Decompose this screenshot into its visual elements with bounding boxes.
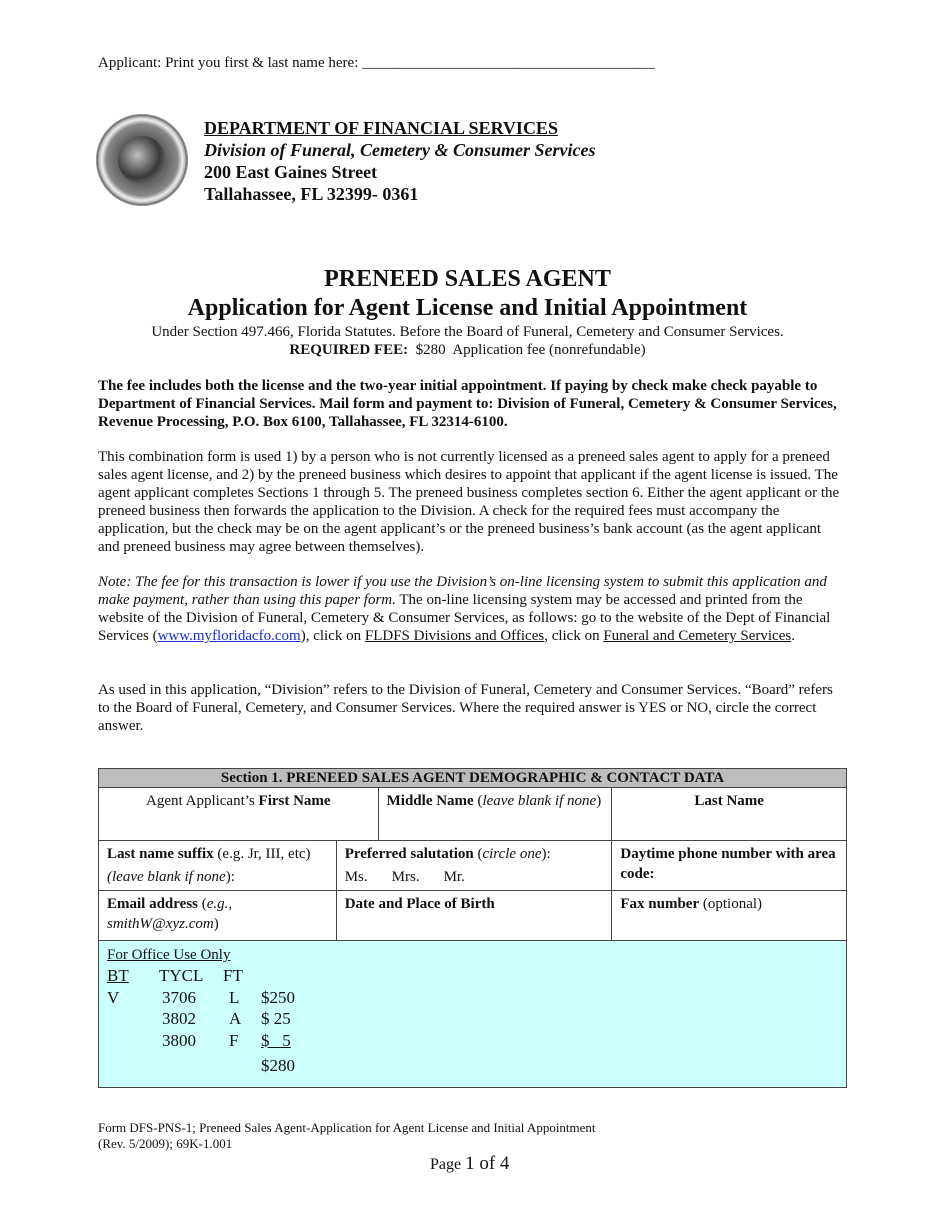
form-subtitle: Application for Agent License and Initial Appointment — [187, 295, 748, 321]
office-amount: $ 5 — [261, 1030, 291, 1050]
suffix-label: Last name suffix — [107, 846, 214, 862]
page-prefix: Page — [430, 1156, 466, 1173]
salutation-paren: ( — [473, 846, 483, 862]
email-paren: ) — [213, 916, 219, 932]
online-note-italic: Note: The fee for this transaction is lower if you use the Division’s on-line licensing system to submit this application and make payment, rather than using this paper form. — [98, 574, 827, 608]
fax-optional: (optional) — [699, 896, 763, 912]
middle-name-field[interactable] — [378, 788, 612, 841]
office-ft: L — [229, 987, 240, 1007]
office-use-grid — [107, 965, 838, 1077]
office-use-row — [107, 987, 838, 1009]
middle-name-hint: leave blank if none — [482, 793, 597, 809]
office-bt: V — [107, 987, 120, 1007]
section1-heading: Section 1. PRENEED SALES AGENT DEMOGRAPHIC & CONTACT DATA — [99, 769, 847, 788]
office-bt — [107, 1030, 159, 1052]
form-revision: (Rev. 5/2009); 69K-1.001 — [98, 1136, 233, 1151]
birth-label: Date and Place of Birth — [344, 896, 495, 912]
section1-table — [98, 768, 847, 1088]
email-field[interactable] — [99, 891, 337, 941]
divisions-offices-link[interactable]: FLDFS Divisions and Offices — [364, 628, 545, 644]
office-ft: A — [229, 1009, 242, 1028]
birth-field[interactable] — [336, 891, 612, 941]
office-use-title: For Office Use Only — [107, 947, 231, 963]
salutation-field — [336, 841, 612, 891]
city-address: Tallahassee, FL 32399- 0361 — [204, 184, 419, 204]
office-header-ft: FT — [223, 966, 243, 985]
required-fee-label: REQUIRED FEE: — [289, 342, 409, 358]
office-total: $280 — [261, 1056, 295, 1075]
last-name-field[interactable] — [612, 788, 847, 841]
dfs-website-link[interactable]: www.myfloridacfo.com — [157, 628, 301, 644]
phone-label: Daytime phone number with area code: — [620, 846, 836, 882]
middle-name-paren: ( — [473, 793, 483, 809]
page-number — [430, 1153, 509, 1175]
street-address: 200 East Gaines Street — [204, 162, 378, 182]
email-label: Email address — [107, 896, 198, 912]
office-amount: $ 25 — [261, 1009, 291, 1028]
first-name-label: First Name — [258, 793, 331, 809]
office-tycl: 3706 — [162, 987, 196, 1007]
office-header-bt: BT — [107, 966, 129, 985]
applicant-name-label: Applicant: Print you first & last name here: — [98, 55, 363, 71]
online-note-text: ), click on — [300, 628, 365, 644]
middle-name-paren: ) — [596, 793, 602, 809]
form-title: PRENEED SALES AGENT — [324, 266, 611, 292]
definitions: As used in this application, “Division” refers to the Division of Funeral, Cemetery and Consumer Services. “Board” refers to the Board of Funeral, Cemetery, and Consumer Services. Where the required answer is YES or NO, circle the correct answer. — [98, 682, 833, 734]
suffix-field[interactable] — [99, 841, 337, 891]
florida-seal-icon — [96, 114, 188, 206]
form-footer — [98, 1120, 596, 1152]
office-header-tycl: TYCL — [159, 966, 204, 985]
division-name: Division of Funeral, Cemetery & Consumer Services — [204, 140, 596, 160]
last-name-label: Last Name — [694, 793, 764, 809]
salutation-label: Preferred salutation — [344, 846, 474, 862]
office-use-row — [107, 1008, 838, 1030]
salutation-option-mrs[interactable]: Mrs. — [391, 869, 420, 885]
applicant-name-blank[interactable]: _______________________________________ — [362, 55, 655, 71]
form-id: Form DFS-PNS-1; Preneed Sales Agent-Application for Agent License and Initial Appointment — [98, 1120, 596, 1135]
salutation-option-mr[interactable]: Mr. — [443, 869, 465, 885]
page-count: 1 of 4 — [465, 1153, 510, 1174]
fee-instructions: The fee includes both the license and the two-year initial appointment. If paying by check make check payable to Department of Financial Services. Mail form and payment to: Division of Funeral, Cemetery & Consumer Services, Revenue Processing, P.O. Box 6100, Tallahassee, FL 32314-6100. — [98, 378, 837, 430]
office-use-box — [99, 941, 847, 1088]
department-name: DEPARTMENT OF FINANCIAL SERVICES — [204, 118, 558, 138]
phone-field[interactable] — [612, 841, 847, 891]
suffix-example: (e.g. Jr, III, etc) — [213, 846, 311, 862]
required-fee-value: $280 Application fee (nonrefundable) — [408, 342, 646, 358]
first-name-label-prefix: Agent Applicant’s — [146, 793, 259, 809]
salutation-option-ms[interactable]: Ms. — [344, 869, 368, 885]
suffix-hint-close: ): — [225, 869, 235, 885]
online-note-text: The on-line licensing system may be accessed and printed from the website of the Division of Funeral, Cemetery & Consumer Services, as follows: go to the website of the Dept of Financial Services ( — [98, 592, 831, 644]
office-use-total-row — [107, 1055, 838, 1077]
suffix-hint: (leave blank if none — [107, 869, 226, 885]
office-use-header-row — [107, 965, 838, 987]
usage-instructions: This combination form is used 1) by a person who is not currently licensed as a preneed sales agent to apply for a preneed sales agent license, and 2) by the preneed business which desires to appoint that applicant if the agent license is issued. The agent applicant completes Sections 1 through 5. The preneed business completes section 6. Either the agent applicant or the preneed business then forwards the application to the Division. A check for the required fees must accompany the application, but the check may be on the agent applicant’s or the preneed business’s bank account (as the agent applicant and preneed business may agree between themselves). — [98, 449, 840, 555]
online-note-text: , click on — [544, 628, 604, 644]
applicant-name-line — [98, 55, 655, 72]
required-fee — [0, 342, 935, 359]
middle-name-label: Middle Name — [386, 793, 474, 809]
online-note-text: . — [791, 628, 795, 644]
office-tycl: 3802 — [162, 1009, 196, 1028]
first-name-field[interactable] — [99, 788, 379, 841]
salutation-hint: circle one — [482, 846, 542, 862]
office-tycl: 3800 — [162, 1030, 196, 1050]
email-hint: e.g., smithW@xyz.com — [107, 896, 233, 932]
email-paren: ( — [198, 896, 207, 912]
fax-field[interactable] — [612, 891, 847, 941]
fax-label: Fax number — [620, 896, 700, 912]
online-note — [98, 573, 843, 645]
office-bt — [107, 1008, 159, 1030]
department-header — [204, 117, 596, 205]
statute-authority: Under Section 497.466, Florida Statutes. Before the Board of Funeral, Cemetery and Consumer Services. — [151, 324, 784, 340]
funeral-cemetery-link[interactable]: Funeral and Cemetery Services — [603, 628, 792, 644]
office-ft: F — [229, 1030, 239, 1050]
salutation-paren: ): — [541, 846, 551, 862]
office-amount: $250 — [261, 987, 295, 1007]
office-use-row — [107, 1030, 838, 1052]
